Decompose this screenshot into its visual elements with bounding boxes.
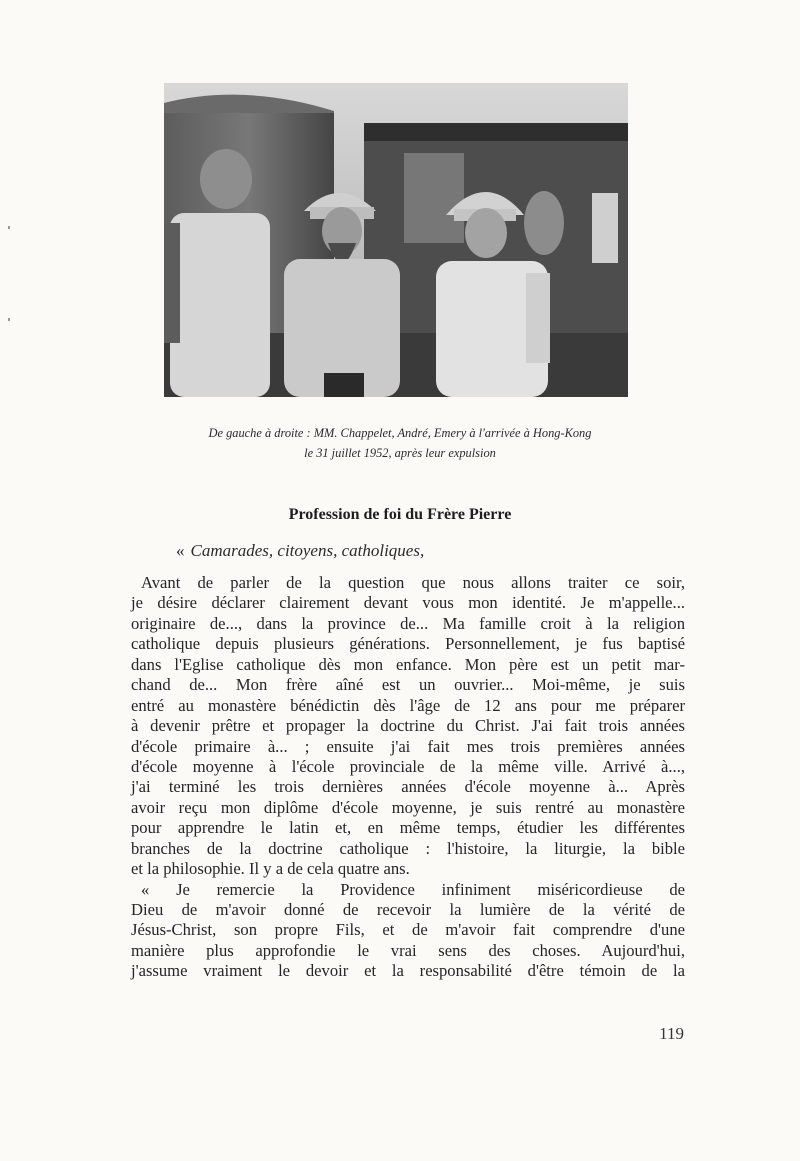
photograph-illustration	[164, 83, 628, 397]
margin-mark	[8, 226, 10, 229]
caption-line: De gauche à droite : MM. Chappelet, André, Emery à l'arrivée à Hong-Kong	[208, 426, 592, 440]
text-line: dans l'Eglise catholique dès mon enfance. Mon père est un petit mar-	[131, 654, 685, 674]
text-line: pour apprendre le latin et, en même temps, étudier les différentes	[131, 818, 685, 838]
text-line: j'assume vraiment le devoir et la responsabilité d'être témoin de la	[131, 961, 685, 981]
text-line: et la philosophie. Il y a de cela quatre ans.	[131, 859, 410, 879]
text-line: d'école primaire à... ; ensuite j'ai fait mes trois premières années	[131, 736, 685, 756]
body-text	[131, 573, 685, 982]
text-line: avoir reçu mon diplôme d'école moyenne, je suis rentré au monastère	[131, 797, 685, 817]
section-title: Profession de foi du Frère Pierre	[288, 506, 512, 523]
text-line: Jésus-Christ, son propre Fils, et de m'avoir fait comprendre d'une	[131, 920, 685, 940]
text-line: catholique depuis plusieurs générations. Personnellement, je fus baptisé	[131, 634, 685, 654]
text-line: Dieu de m'avoir donné de recevoir la lumière de la vérité de	[131, 900, 685, 919]
text-line: originaire de..., dans la province de... Ma famille croit à la religion	[131, 613, 685, 633]
text-line: Avant de parler de la question que nous allons traiter ce soir,	[141, 573, 685, 592]
text-line: branches de la doctrine catholique : l'histoire, la liturgie, la bible	[131, 838, 685, 858]
margin-mark	[8, 318, 10, 321]
page-number: 119	[659, 1024, 684, 1043]
salutation-text: Camarades, citoyens, catholiques,	[190, 541, 425, 560]
photograph	[164, 83, 628, 397]
salutation	[176, 541, 656, 561]
text-line: je désire déclarer clairement devant vous mon identité. Je m'appelle...	[131, 593, 685, 613]
text-line: entré au monastère bénédictin dès l'âge de 12 ans pour me préparer	[131, 695, 685, 715]
text-line: d'école moyenne à l'école provinciale de la même ville. Arrivé à...,	[131, 756, 685, 776]
caption-line: le 31 juillet 1952, après leur expulsion	[304, 446, 496, 460]
text-line: manière plus approfondie le vrai sens des choses. Aujourd'hui,	[131, 940, 685, 960]
text-line: à devenir prêtre et propager la doctrine du Christ. J'ai fait trois années	[131, 716, 685, 736]
quote-mark: «	[176, 541, 185, 560]
text-line: « Je remercie la Providence infiniment miséricordieuse de	[141, 879, 685, 899]
text-line: j'ai terminé les trois dernières années d'école moyenne à... Après	[131, 777, 685, 797]
photo-caption	[120, 423, 680, 463]
text-line: chand de... Mon frère aîné est un ouvrier... Moi-même, je suis	[131, 675, 685, 695]
